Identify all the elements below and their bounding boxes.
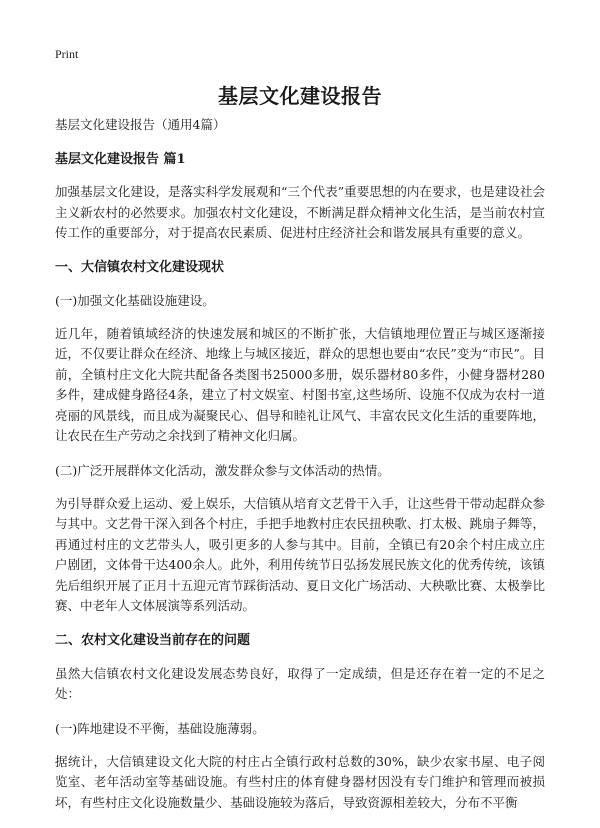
document-subtitle: 基层文化建设报告（通用4篇） bbox=[55, 117, 226, 132]
section1-subheading-1: (一)加强文化基础设施建设。 bbox=[55, 292, 215, 308]
section1-heading: 一、大信镇农村文化建设现状 bbox=[55, 259, 225, 275]
section2-heading: 二、农村文化建设当前存在的问题 bbox=[55, 632, 251, 648]
print-link[interactable]: Print bbox=[55, 47, 79, 61]
section1-subheading-2: (二)广泛开展群体文化活动，激发群众参与文体活动的热情。 bbox=[55, 462, 390, 478]
section2-paragraph-1: 据统计，大信镇建设文化大院的村庄占全镇行政村总数的30%，缺少农家书屋、电子阅览室、老年活动室等基础设施。有些村庄的体育健身器材因没有专门维护和管理而被损坏，有些村庄文化设施数量少、基础设施较为落后，导致资源相差较大，分布不平衡 bbox=[55, 753, 545, 810]
section1-paragraph-1: 近几年，随着镇域经济的快速发展和城区的不断扩张，大信镇地理位置正与城区逐渐接近，不仅要让群众在经济、地缘上与城区接近，群众的思想也要由“农民”变为“市民”。目前，全镇村庄文化大院共配备各类图书25000多册，娱乐器材80多件，小健身器材280多件，建成健身路径4条，建立了村文娱室、村图书室,这些场所、设施不仅成为农村一道亮丽的风景线，而且成为凝聚民心、倡导和睦礼让风气、丰富农民文化生活的重要阵地，让农民在生产劳动之余找到了精神文化归属。 bbox=[55, 325, 545, 443]
intro-paragraph: 加强基层文化建设，是落实科学发展观和“三个代表”重要思想的内在要求，也是建设社会主义新农村的必然要求。加强农村文化建设，不断满足群众精神文化生活，是当前农村宣传工作的重要部分，对于提高农民素质、促进村庄经济社会和谐发展具有重要的意义。 bbox=[55, 184, 545, 240]
section2-subheading-1: (一)阵地建设不平衡，基础设施薄弱。 bbox=[55, 720, 265, 736]
document-body bbox=[55, 115, 545, 813]
article-heading: 基层文化建设报告 篇1 bbox=[55, 152, 186, 167]
document-title: 基层文化建设报告 bbox=[218, 84, 382, 108]
section2-intro: 虽然大信镇农村文化建设发展态势良好，取得了一定成绩，但是还存在着一定的不足之处： bbox=[55, 665, 545, 701]
section1-paragraph-2: 为引导群众爱上运动、爱上娱乐，大信镇从培育文艺骨干入手，让这些骨干带动起群众参与其中。文艺骨干深入到各个村庄，手把手地教村庄农民扭秧歌、打太极、跳扇子舞等，再通过村庄的文艺带头人，吸引更多的人参与其中。目前，全镇已有20余个村庄成立庄户剧团，文体骨干达400余人。此外，利用传统节日弘扬发展民族文化的优秀传统，该镇先后组织开展了正月十五迎元宵节踩街活动、夏日文化广场活动、大秧歌比赛、太极拳比赛、中老年人文体展演等系列活动。 bbox=[55, 495, 545, 613]
